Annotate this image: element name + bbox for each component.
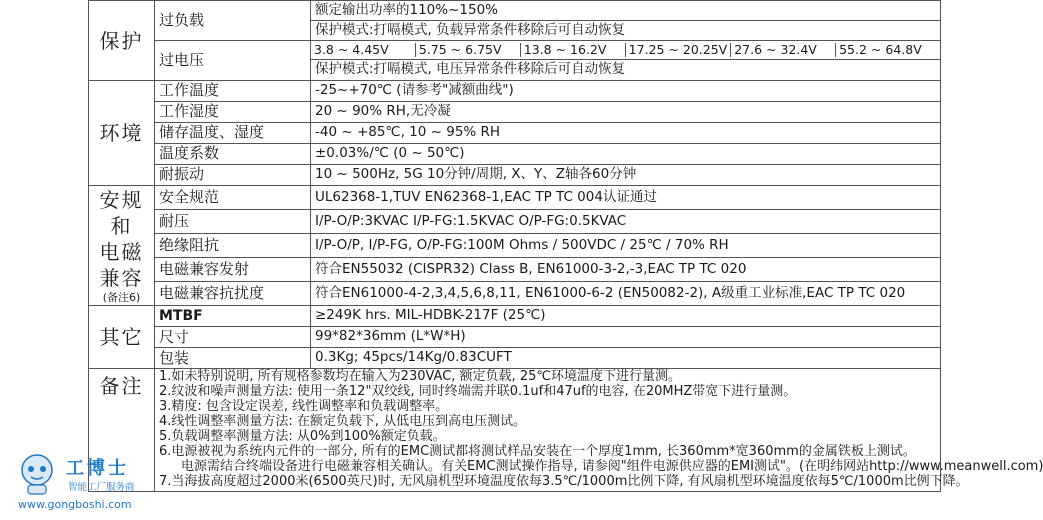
safety-label: 电磁兼容抗扰度 — [155, 282, 311, 306]
safety-value: 符合EN61000-4-2,3,4,5,6,8,11, EN61000-6-2 (EN50082-2), A级重工业标准,EAC TP TC 020 — [311, 282, 941, 306]
note-item: 电源需结合终端设备进行电磁兼容相关确认。有关EMC测试操作指导, 请参阅"组件电源供应器的EMI测试"。(在明纬网站http://www.meanwell.com) — [181, 458, 1043, 474]
overvoltage-mode: 保护模式:打嗝模式, 电压异常条件移除后可自动恢复 — [311, 60, 941, 81]
section-safety-emc — [89, 186, 155, 306]
watermark-logo — [8, 446, 148, 516]
others-value: 0.3Kg; 45pcs/14Kg/0.83CUFT — [311, 348, 941, 369]
note-item: 6.电源被视为系统内元件的一部分, 所有的EMC测试都将测试样品安装在一个厚度1mm, 长360mm*宽360mm的金属铁板上测试。 — [159, 443, 916, 459]
note-item: 1.如未特别说明, 所有规格参数均在输入为230VAC, 额定负载, 25℃环境温度下进行量测。 — [159, 369, 681, 385]
robot-mascot-icon — [14, 450, 60, 496]
note-item: 3.精度: 包含设定误差, 线性调整率和负载调整率。 — [159, 399, 449, 415]
watermark-tagline: 智能工厂服务商 — [68, 482, 135, 493]
note-item: 4.线性调整率测量方法: 在额定负载下, 从低电压到高电压测试。 — [159, 414, 527, 429]
env-label: 工作温度 — [155, 81, 311, 102]
safety-value: I/P-O/P, I/P-FG, O/P-FG:100M Ohms / 500VDC / 25℃ / 70% RH — [311, 234, 941, 258]
overvoltage-ranges — [311, 41, 941, 60]
overvoltage-range: 55.2 ~ 64.8V — [839, 41, 922, 57]
note-item: 2.纹波和噪声测量方法: 使用一条12"双绞线, 同时终端需并联0.1uf和47uf的电容, 在20MHZ带宽下进行量测。 — [159, 384, 797, 400]
safety-value: 符合EN55032 (CISPR32) Class B, EN61000-3-2,-3,EAC TP TC 020 — [311, 258, 941, 282]
safety-label: 安全规范 — [155, 186, 311, 210]
overload-label: 过负载 — [155, 1, 311, 41]
env-label: 耐振动 — [155, 165, 311, 186]
env-value: -40 ~ +85℃, 10 ~ 95% RH — [311, 123, 941, 144]
section-safety-note: (备注6) — [102, 291, 141, 304]
overvoltage-range: 3.8 ~ 4.45V — [311, 43, 416, 57]
env-value: -25~+70℃ (请参考"减额曲线") — [311, 81, 941, 102]
overvoltage-range: 27.6 ~ 32.4V — [731, 43, 836, 57]
section-safety-line2: 电磁 — [99, 240, 144, 264]
notes-list — [155, 369, 1043, 492]
others-label: 尺寸 — [155, 327, 311, 348]
safety-value: UL62368-1,TUV EN62368-1,EAC TP TC 004认证通过 — [311, 186, 941, 210]
env-label: 温度系数 — [155, 144, 311, 165]
overvoltage-range: 17.25 ~ 20.25V — [626, 43, 732, 57]
section-others: 其它 — [89, 306, 155, 369]
safety-value: I/P-O/P:3KVAC I/P-FG:1.5KVAC O/P-FG:0.5KVAC — [311, 210, 941, 234]
section-safety-line3: 兼容 — [99, 266, 144, 290]
env-value: 20 ~ 90% RH,无冷凝 — [311, 102, 941, 123]
overvoltage-label: 过电压 — [155, 41, 311, 81]
safety-label: 绝缘阻抗 — [155, 234, 311, 258]
env-label: 储存温度、湿度 — [155, 123, 311, 144]
section-environment: 环境 — [89, 81, 155, 186]
env-label: 工作湿度 — [155, 102, 311, 123]
others-label: 包装 — [155, 348, 311, 369]
note-item: 5.负载调整率测量方法: 从0%到100%额定负载。 — [159, 428, 446, 444]
watermark-brand: 工博士 — [66, 458, 129, 479]
section-safety-line1: 安规和 — [99, 188, 144, 238]
safety-label: 耐压 — [155, 210, 311, 234]
overload-value: 额定输出功率的110%~150% — [311, 1, 941, 21]
section-remarks: 备注 — [89, 369, 155, 492]
others-label: MTBF — [155, 306, 311, 327]
env-value: ±0.03%/℃ (0 ~ 50℃) — [311, 144, 941, 165]
others-value: ≥249K hrs. MIL-HDBK-217F (25℃) — [311, 306, 941, 327]
spec-table — [88, 0, 1043, 492]
overload-mode: 保护模式:打嗝模式, 负载异常条件移除后可自动恢复 — [311, 21, 941, 41]
overvoltage-range: 5.75 ~ 6.75V — [416, 43, 521, 57]
watermark-url: www.gongboshi.com — [18, 498, 132, 511]
note-item: 7.当海拔高度超过2000米(6500英尺)时, 无风扇机型环境温度依每3.5℃/1000m比例下降, 有风扇机型环境温度依每5℃/1000m比例下降。 — [159, 473, 969, 489]
env-value: 10 ~ 500Hz, 5G 10分钟/周期, X、Y、Z轴各60分钟 — [311, 165, 941, 186]
others-value: 99*82*36mm (L*W*H) — [311, 327, 941, 348]
safety-label: 电磁兼容发射 — [155, 258, 311, 282]
overvoltage-range: 13.8 ~ 16.2V — [521, 43, 626, 57]
section-protection: 保护 — [89, 1, 155, 81]
